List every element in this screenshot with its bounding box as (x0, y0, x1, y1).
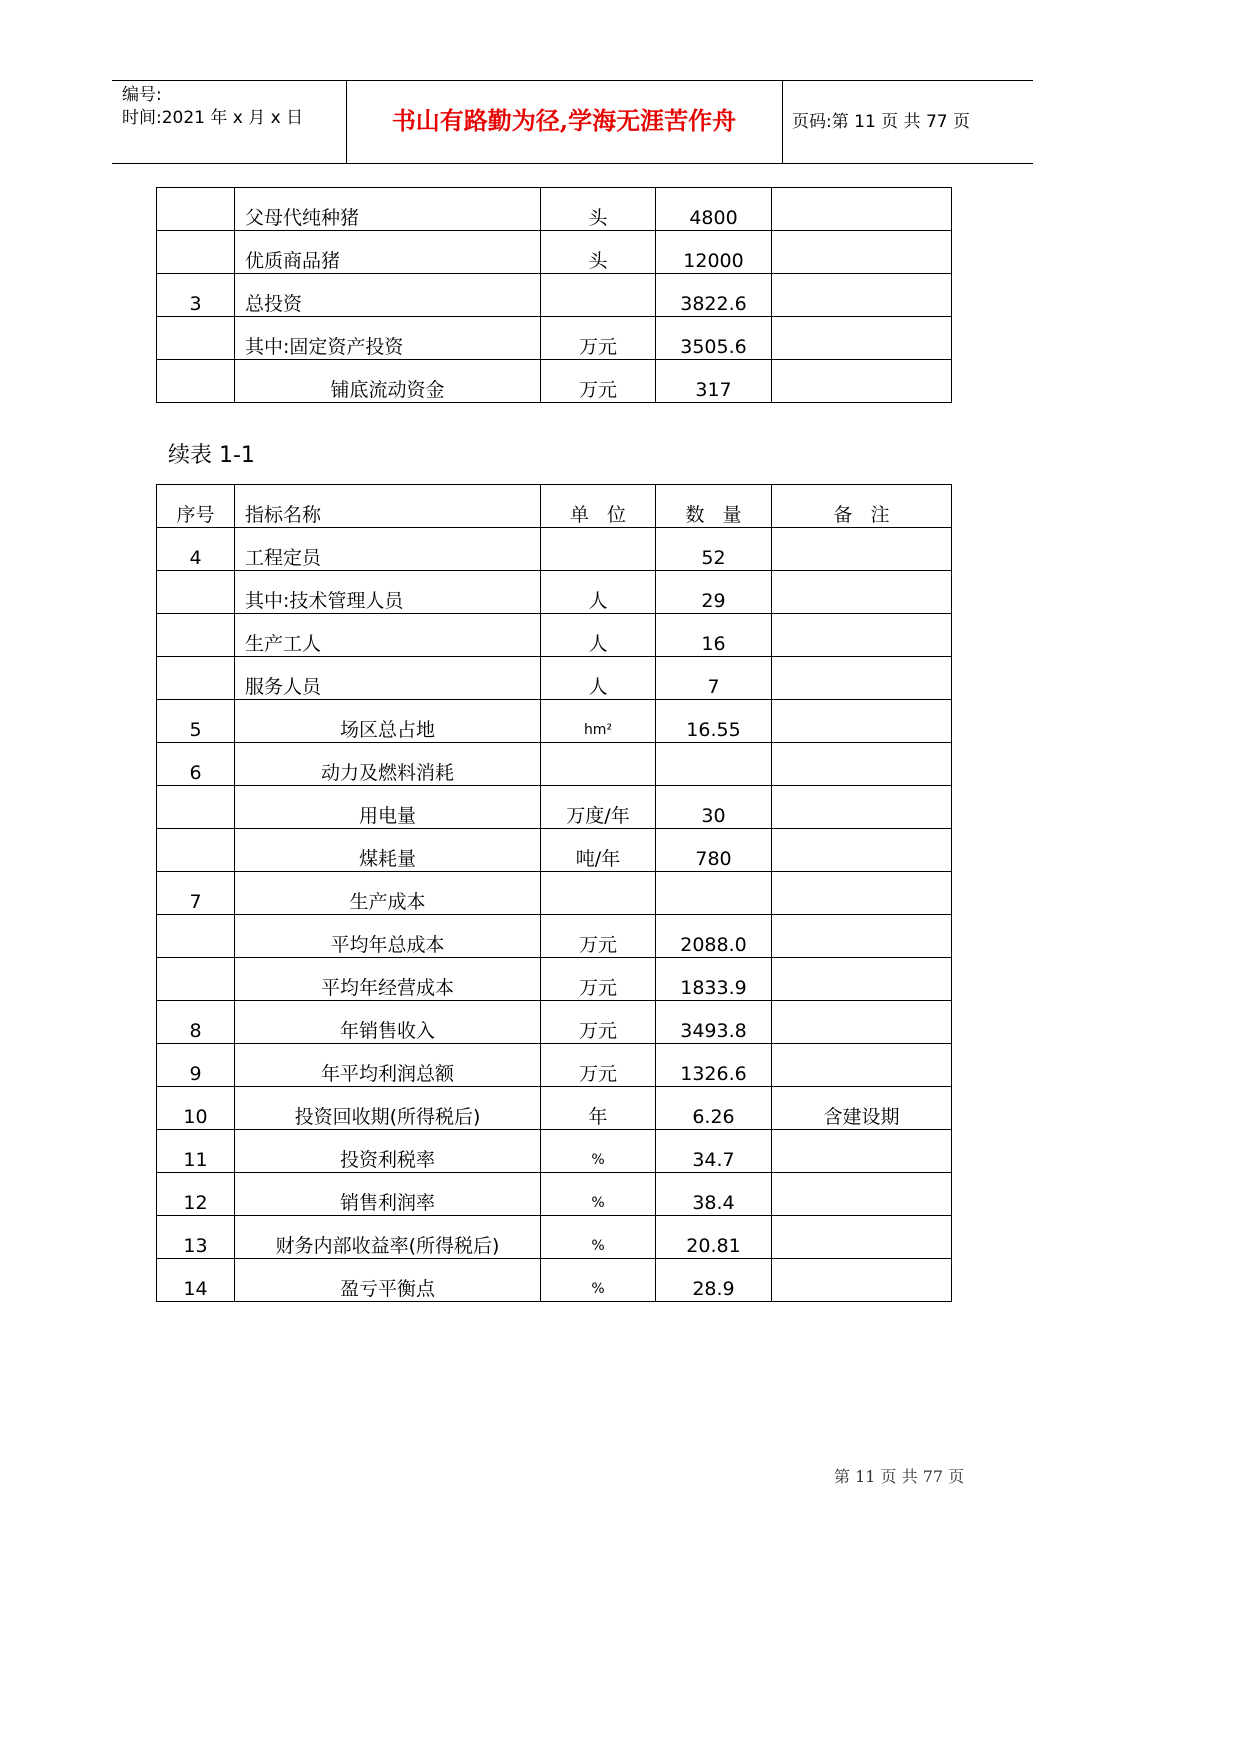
cell-unit: 人 (541, 571, 656, 614)
cell-name: 用电量 (235, 786, 541, 829)
cell-no: 3 (157, 274, 235, 317)
cell-unit: 万元 (541, 317, 656, 360)
table-row (157, 1087, 952, 1130)
table-row (157, 317, 952, 360)
cell-note (772, 1130, 952, 1173)
table-row (157, 1216, 952, 1259)
cell-name: 优质商品猪 (235, 231, 541, 274)
cell-name: 其中:固定资产投资 (235, 317, 541, 360)
cell-no: 10 (157, 1087, 235, 1130)
cell-unit: 万元 (541, 1001, 656, 1044)
table-row (157, 231, 952, 274)
cell-qty: 20.81 (656, 1216, 772, 1259)
cell-name: 盈亏平衡点 (235, 1259, 541, 1302)
cell-qty: 4800 (656, 188, 772, 231)
cell-unit: 万元 (541, 958, 656, 1001)
cell-no (157, 571, 235, 614)
cell-no (157, 915, 235, 958)
cell-note (772, 700, 952, 743)
cell-qty: 1833.9 (656, 958, 772, 1001)
table-row (157, 274, 952, 317)
cell-unit (541, 274, 656, 317)
cell-name: 生产工人 (235, 614, 541, 657)
cell-qty (656, 872, 772, 915)
table-row (157, 1001, 952, 1044)
cell-no (157, 188, 235, 231)
table-row (157, 528, 952, 571)
cell-name: 投资回收期(所得税后) (235, 1087, 541, 1130)
cell-qty: 34.7 (656, 1130, 772, 1173)
cell-name: 工程定员 (235, 528, 541, 571)
cell-note (772, 1173, 952, 1216)
cell-note (772, 1044, 952, 1087)
cell-unit (541, 528, 656, 571)
cell-unit: % (541, 1259, 656, 1302)
cell-name: 年销售收入 (235, 1001, 541, 1044)
indicator-table-part1 (156, 187, 952, 403)
cell-unit: % (541, 1216, 656, 1259)
cell-name: 销售利润率 (235, 1173, 541, 1216)
cell-note (772, 743, 952, 786)
cell-unit: % (541, 1130, 656, 1173)
cell-qty: 30 (656, 786, 772, 829)
table-row (157, 700, 952, 743)
cell-qty: 780 (656, 829, 772, 872)
cell-qty: 28.9 (656, 1259, 772, 1302)
header-divider (782, 81, 783, 163)
cell-no: 5 (157, 700, 235, 743)
table-row (157, 1259, 952, 1302)
cell-qty: 29 (656, 571, 772, 614)
cell-no (157, 786, 235, 829)
cell-note: 含建设期 (772, 1087, 952, 1130)
table-row (157, 360, 952, 403)
cell-name: 服务人员 (235, 657, 541, 700)
cell-qty: 3493.8 (656, 1001, 772, 1044)
cell-unit: 万元 (541, 360, 656, 403)
cell-note (772, 188, 952, 231)
cell-unit: hm² (541, 700, 656, 743)
cell-name: 生产成本 (235, 872, 541, 915)
table-row (157, 614, 952, 657)
cell-no: 8 (157, 1001, 235, 1044)
cell-name: 平均年经营成本 (235, 958, 541, 1001)
cell-unit: 人 (541, 614, 656, 657)
indicator-table-part2 (156, 484, 952, 1302)
cell-no: 7 (157, 872, 235, 915)
cell-name: 其中:技术管理人员 (235, 571, 541, 614)
cell-no (157, 657, 235, 700)
cell-no (157, 958, 235, 1001)
cell-unit: % (541, 1173, 656, 1216)
cell-no (157, 231, 235, 274)
table-row (157, 829, 952, 872)
cell-qty: 16.55 (656, 700, 772, 743)
table-row (157, 571, 952, 614)
header-no: 序号 (157, 485, 235, 528)
cell-qty: 38.4 (656, 1173, 772, 1216)
cell-name: 年平均利润总额 (235, 1044, 541, 1087)
cell-qty: 16 (656, 614, 772, 657)
cell-unit (541, 743, 656, 786)
cell-note (772, 1259, 952, 1302)
cell-no (157, 317, 235, 360)
table-row (157, 1044, 952, 1087)
cell-note (772, 571, 952, 614)
cell-qty: 3505.6 (656, 317, 772, 360)
cell-note (772, 317, 952, 360)
table-row (157, 743, 952, 786)
cell-no: 14 (157, 1259, 235, 1302)
cell-no: 6 (157, 743, 235, 786)
continued-table-title: 续表 1-1 (168, 443, 255, 468)
cell-note (772, 614, 952, 657)
cell-name: 投资利税率 (235, 1130, 541, 1173)
cell-note (772, 360, 952, 403)
cell-no (157, 829, 235, 872)
cell-name: 铺底流动资金 (235, 360, 541, 403)
cell-note (772, 958, 952, 1001)
cell-unit: 万元 (541, 1044, 656, 1087)
cell-note (772, 1216, 952, 1259)
cell-qty: 7 (656, 657, 772, 700)
table-row (157, 872, 952, 915)
header-page-number: 页码:第 11 页 共 77 页 (792, 112, 971, 132)
cell-no: 12 (157, 1173, 235, 1216)
cell-qty: 317 (656, 360, 772, 403)
document-code-label: 编号: (122, 85, 162, 105)
cell-no: 11 (157, 1130, 235, 1173)
table-row (157, 915, 952, 958)
cell-unit: 头 (541, 188, 656, 231)
cell-qty: 3822.6 (656, 274, 772, 317)
cell-name: 父母代纯种猪 (235, 188, 541, 231)
cell-qty: 52 (656, 528, 772, 571)
cell-no: 13 (157, 1216, 235, 1259)
cell-qty: 6.26 (656, 1087, 772, 1130)
header-motto: 书山有路勤为径,学海无涯苦作舟 (391, 106, 737, 135)
footer-page-number: 第 11 页 共 77 页 (834, 1467, 965, 1486)
table-row (157, 786, 952, 829)
cell-qty: 2088.0 (656, 915, 772, 958)
header-unit: 单 位 (541, 485, 656, 528)
cell-name: 总投资 (235, 274, 541, 317)
cell-unit: 年 (541, 1087, 656, 1130)
table-row (157, 657, 952, 700)
table-row (157, 188, 952, 231)
table-row (157, 1173, 952, 1216)
header-name: 指标名称 (235, 485, 541, 528)
cell-note (772, 786, 952, 829)
cell-note (772, 829, 952, 872)
cell-qty: 12000 (656, 231, 772, 274)
table-row (157, 1130, 952, 1173)
table-row (157, 958, 952, 1001)
cell-name: 平均年总成本 (235, 915, 541, 958)
cell-note (772, 528, 952, 571)
cell-unit (541, 872, 656, 915)
cell-note (772, 1001, 952, 1044)
cell-no (157, 360, 235, 403)
cell-name: 煤耗量 (235, 829, 541, 872)
cell-note (772, 657, 952, 700)
cell-name: 动力及燃料消耗 (235, 743, 541, 786)
cell-note (772, 274, 952, 317)
cell-unit: 万元 (541, 915, 656, 958)
page-header (112, 80, 1033, 164)
cell-no: 9 (157, 1044, 235, 1087)
table-body (157, 528, 952, 1302)
table-header-row (157, 485, 952, 528)
cell-note (772, 915, 952, 958)
header-note: 备 注 (772, 485, 952, 528)
cell-note (772, 872, 952, 915)
cell-qty (656, 743, 772, 786)
cell-name: 场区总占地 (235, 700, 541, 743)
cell-no: 4 (157, 528, 235, 571)
cell-unit: 吨/年 (541, 829, 656, 872)
cell-no (157, 614, 235, 657)
cell-unit: 人 (541, 657, 656, 700)
document-time-label: 时间:2021 年 x 月 x 日 (122, 108, 304, 128)
cell-qty: 1326.6 (656, 1044, 772, 1087)
cell-name: 财务内部收益率(所得税后) (235, 1216, 541, 1259)
cell-unit: 头 (541, 231, 656, 274)
header-qty: 数 量 (656, 485, 772, 528)
cell-unit: 万度/年 (541, 786, 656, 829)
cell-note (772, 231, 952, 274)
